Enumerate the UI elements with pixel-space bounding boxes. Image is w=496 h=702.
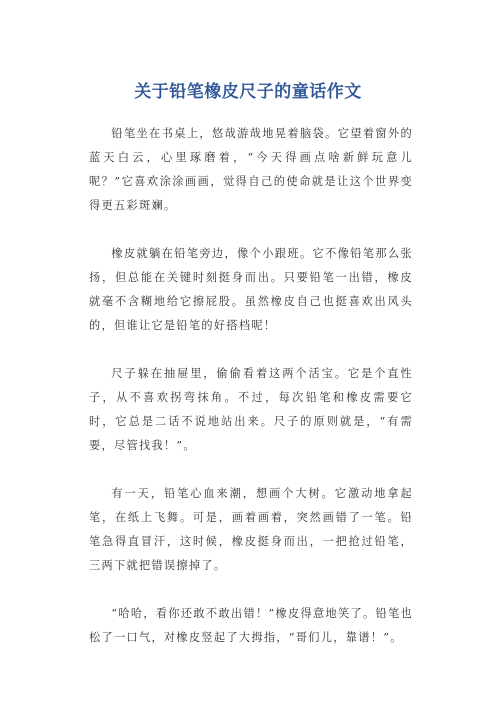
paragraph: 橡皮就躺在铅笔旁边，像个小跟班。它不像铅笔那么张扬，但总能在关键时刻挺身而出。只要铅笔一出错，橡皮就毫不含糊地给它擦屁股。虽然橡皮自己也挺喜欢出风头的，但谁让它是铅笔的好搭档呢！	[89, 247, 413, 332]
paragraph: 铅笔坐在书桌上，悠哉游哉地晃着脑袋。它望着窗外的蓝天白云，心里琢磨着，“今天得画点啥新鲜玩意儿呢？”它喜欢涂涂画画，觉得自己的使命就是让这个世界变得更五彩斑斓。	[89, 127, 413, 212]
paragraph: 有一天，铅笔心血来潮，想画个大树。它激动地拿起笔，在纸上飞舞。可是，画着画着，突然画错了一笔。铅笔急得直冒汗，这时候，橡皮挺身而出，一把抢过铅笔，三两下就把错误擦掉了。	[89, 487, 413, 572]
document-body	[89, 122, 413, 674]
paragraph: “哈哈，看你还敢不敢出错！”橡皮得意地笑了。铅笔也松了一口气，对橡皮竖起了大拇指，“哥们儿，靠谱！”。	[89, 607, 413, 644]
document-title: 关于铅笔橡皮尺子的童话作文	[134, 82, 362, 102]
paragraph: 尺子躲在抽屉里，偷偷看着这两个活宝。它是个直性子，从不喜欢拐弯抹角。不过，每次铅笔和橡皮需要它时，它总是二话不说地站出来。尺子的原则就是，“有需要，尽管找我！”。	[89, 367, 413, 452]
